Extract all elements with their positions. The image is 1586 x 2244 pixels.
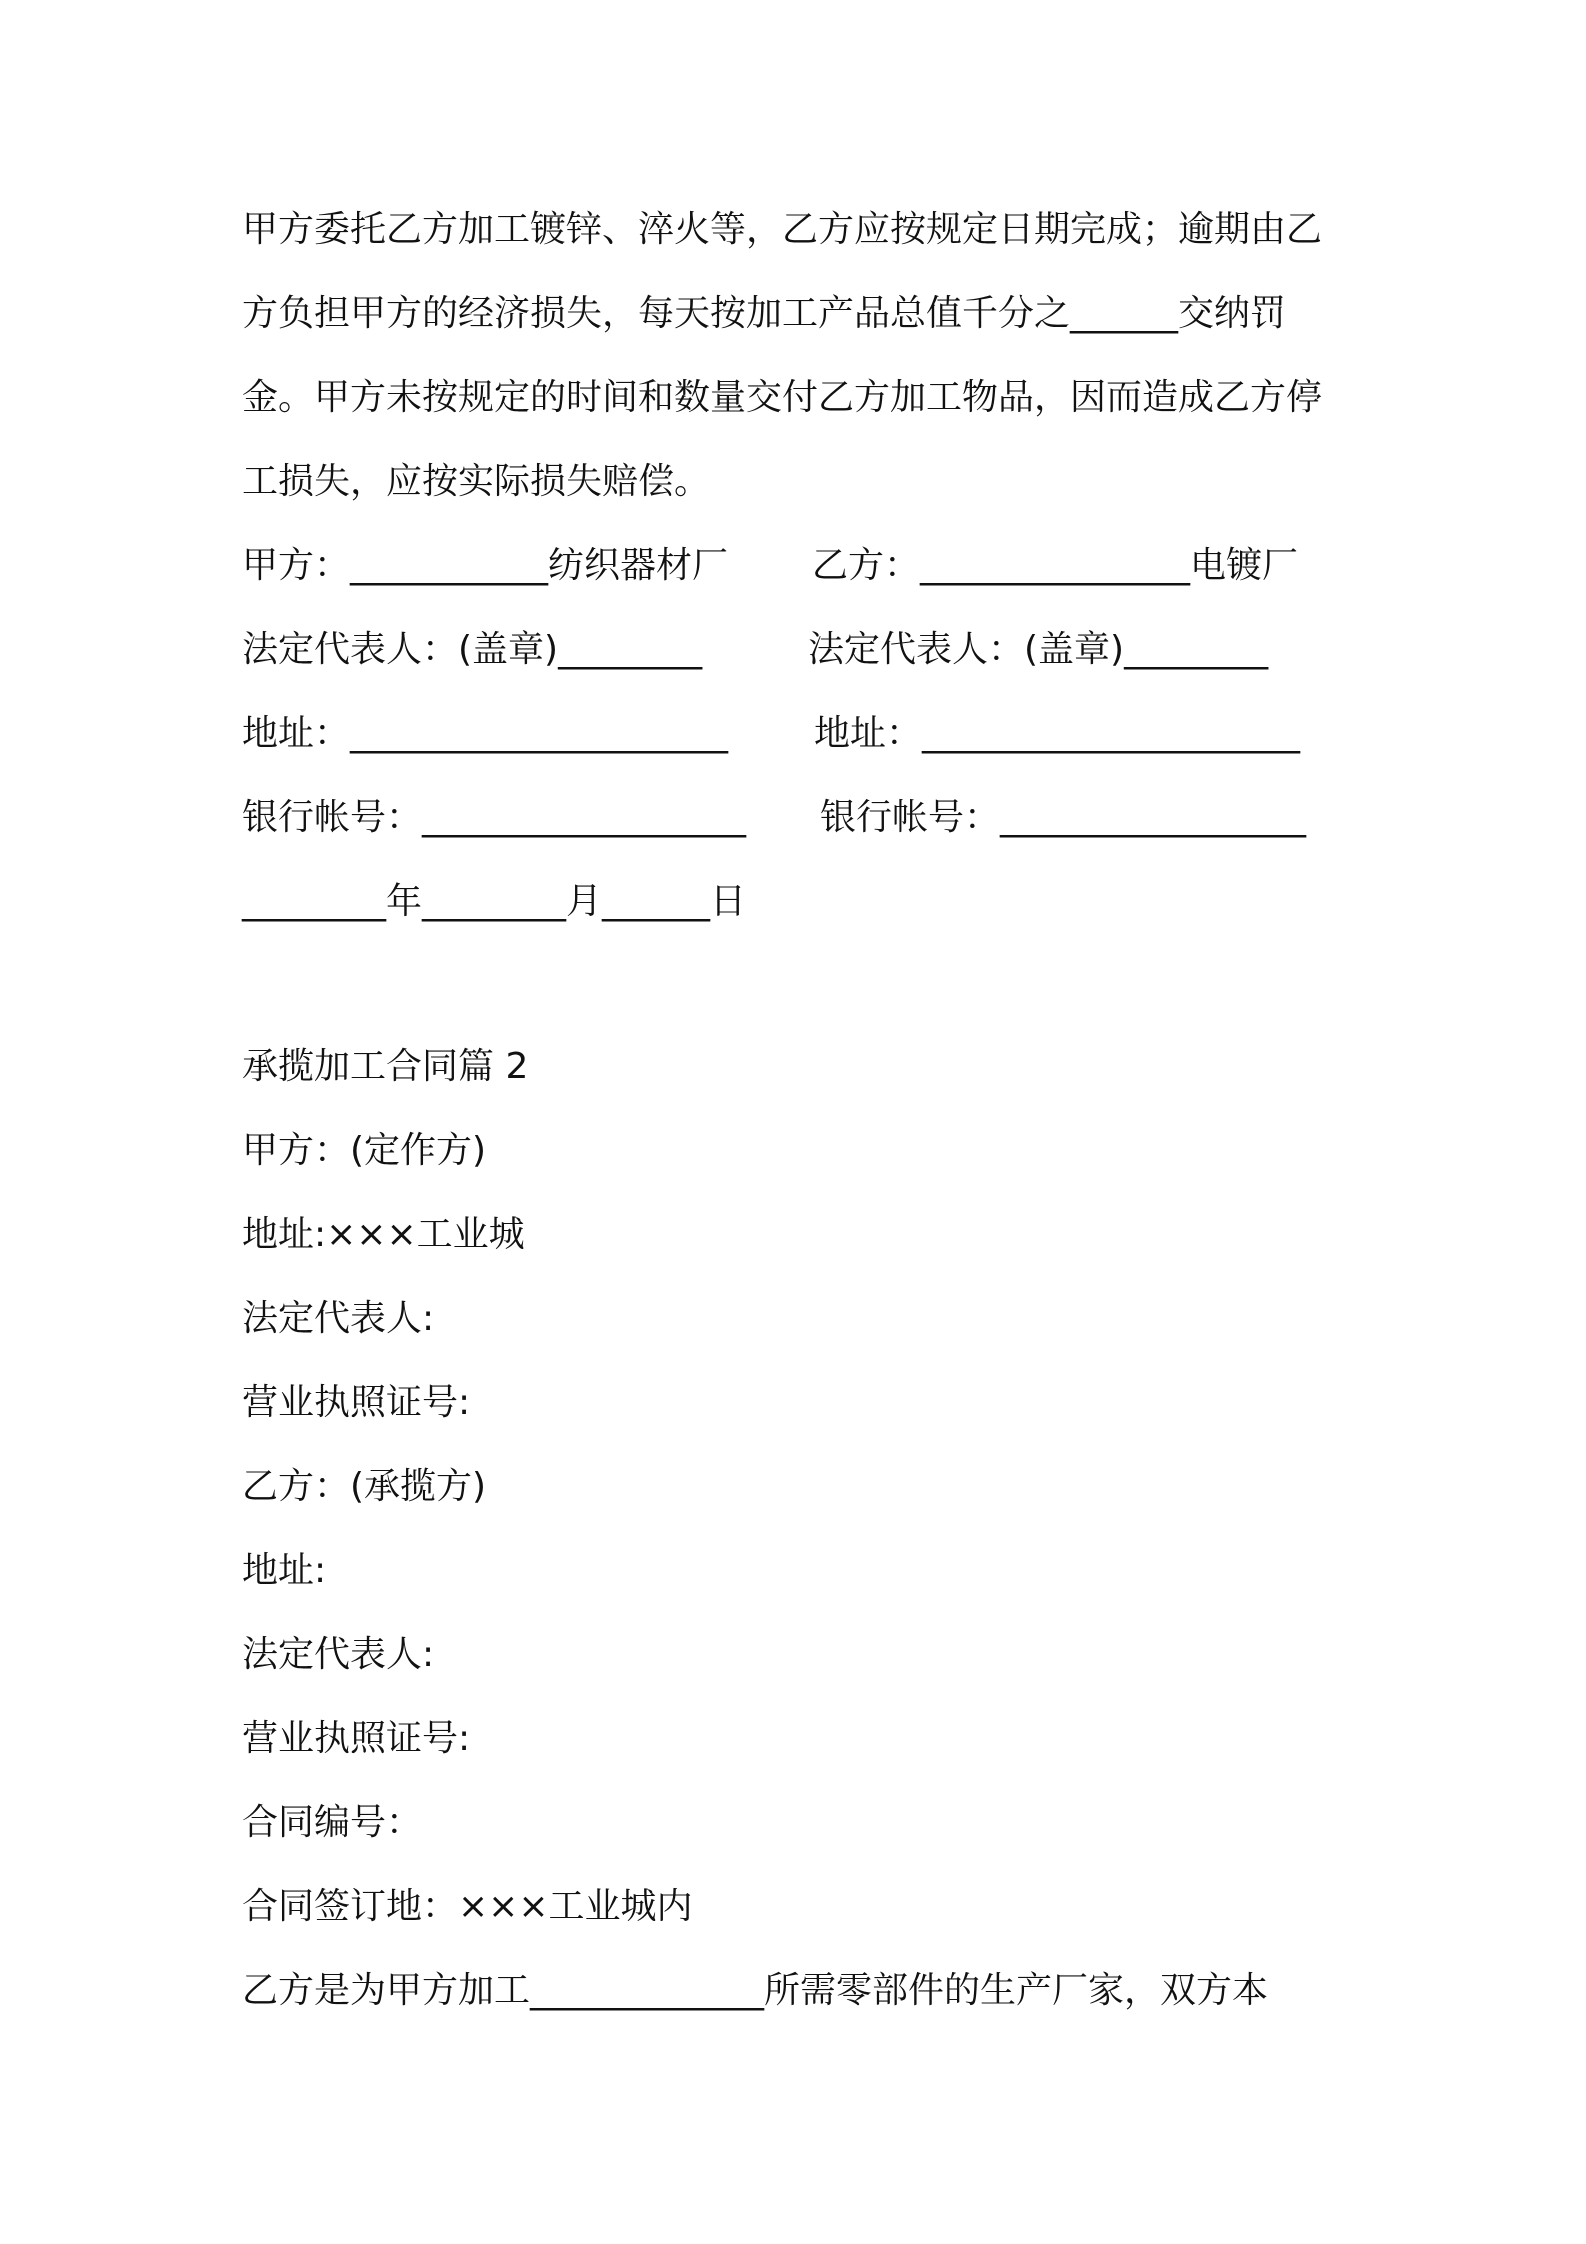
field-representative-a: 法定代表人: xyxy=(242,1298,435,1339)
representative-b-line: 法定代表人：(盖章)________ xyxy=(808,629,1269,670)
paragraph-line-4: 工损失，应按实际损失赔偿。 xyxy=(242,461,711,502)
paragraph-line-2: 方负担甲方的经济损失，每天按加工产品总值千分之______交纳罚 xyxy=(242,293,1287,334)
address-b-line: 地址：_____________________ xyxy=(814,713,1301,754)
paragraph-line-3: 金。甲方未按规定的时间和数量交付乙方加工物品，因而造成乙方停 xyxy=(242,377,1323,418)
signature-row-bank xyxy=(242,796,1307,840)
representative-a-line: 法定代表人：(盖章)________ xyxy=(242,629,703,670)
field-contract-number: 合同编号： xyxy=(242,1802,423,1843)
party-b-line: 乙方：_______________电镀厂 xyxy=(812,545,1299,586)
field-representative-b: 法定代表人: xyxy=(242,1634,435,1675)
party-a-line: 甲方：___________纺织器材厂 xyxy=(242,545,729,586)
field-address-a: 地址:×××工业城 xyxy=(242,1214,525,1255)
paragraph-last-line: 乙方是为甲方加工_____________所需零部件的生产厂家，双方本 xyxy=(242,1970,1269,2011)
date-line: ________年________月______日 xyxy=(242,881,746,922)
bank-account-b-line: 银行帐号：_________________ xyxy=(820,797,1307,838)
field-license-a: 营业执照证号: xyxy=(242,1382,471,1423)
field-party-a: 甲方：(定作方) xyxy=(242,1130,487,1171)
signature-row-representative xyxy=(242,628,1269,672)
bank-account-a-line: 银行帐号：__________________ xyxy=(242,797,747,838)
signature-row-parties xyxy=(242,544,1299,588)
field-address-b: 地址: xyxy=(242,1550,327,1591)
field-party-b: 乙方：(承揽方) xyxy=(242,1466,487,1507)
address-a-line: 地址：_____________________ xyxy=(242,713,729,754)
signature-row-address xyxy=(242,712,1301,756)
paragraph-line-1: 甲方委托乙方加工镀锌、淬火等，乙方应按规定日期完成；逾期由乙 xyxy=(242,209,1323,250)
field-license-b: 营业执照证号: xyxy=(242,1718,471,1759)
field-signing-place: 合同签订地：×××工业城内 xyxy=(242,1886,693,1927)
section-title: 承揽加工合同篇 2 xyxy=(242,1046,529,1087)
